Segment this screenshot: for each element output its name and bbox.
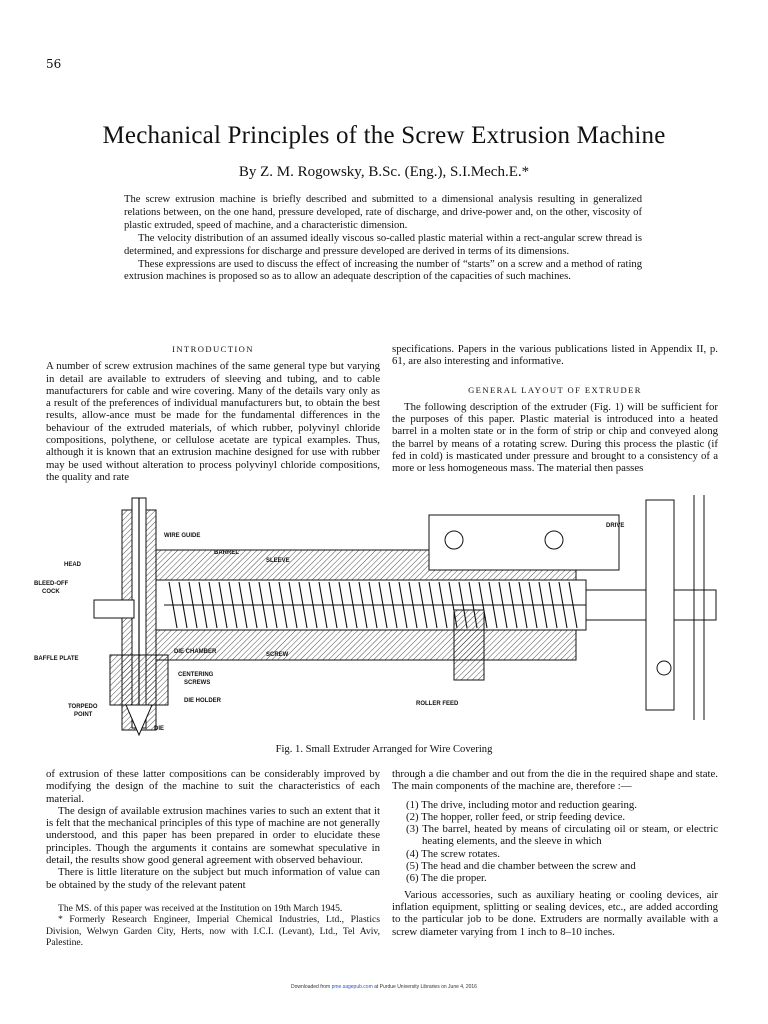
label-point: POINT bbox=[74, 712, 93, 718]
label-bleed-off: BLEED-OFF bbox=[34, 581, 69, 587]
roller-feed bbox=[454, 610, 484, 680]
components-list bbox=[392, 799, 718, 885]
section-heading-general-layout: GENERAL LAYOUT OF EXTRUDER bbox=[468, 384, 642, 395]
label-sleeve: SLEEVE bbox=[266, 558, 290, 564]
drive-gear bbox=[646, 500, 674, 710]
label-cock: COCK bbox=[42, 589, 60, 595]
body-paragraph: The following description of the extruder (Fig. 1) will be sufficient for the purposes of this paper. Plastic material is introduced into a heated barrel in a molten state or in the form of strip or chip and conveyed along the barrel by means of a rotating screw. During this process the plastic (if fed in cold) is masticated under pressure and brought to a consistency of a more or less homogeneous mass. The material then passes bbox=[392, 400, 718, 475]
list-item: (1) The drive, including motor and reduction gearing. bbox=[406, 798, 637, 811]
body-paragraph: specifications. Papers in the various publications listed in Appendix II, p. 61, are also interesting and informative. bbox=[392, 343, 718, 368]
body-paragraph: The design of available extrusion machines varies to such an extent that it is felt that the mechanical principles of this type of machine are not generally understood, and this paper has been prepared in order to elucidate these principles. Though the arguments it contains are somewhat speculative in detail, the results show good general agreement with observed behaviour. bbox=[46, 804, 380, 867]
column-left-top bbox=[46, 343, 380, 483]
body-paragraph: A number of screw extrusion machines of the same general type but varying in detail are available to extruders of sleeving and tubing, and to cable manufacturers for cable and wire covering. Many of the details vary only as a result of the preferences of individual manufacturers but, to obtain the best results, allow-ance must be made for the fundamental differences in the behaviour of the extruded materials, of which rubber, polyvinyl chloride compositions, polythene, or cellulose acetate are typical examples. Thus, although it is known that an extrusion machine designed for use with rubber may be used without alteration to process polyvinyl chloride compositions, the quality and rate bbox=[46, 360, 380, 483]
list-item: (4) The screw rotates. bbox=[406, 847, 500, 860]
author-byline: By Z. M. Rogowsky, B.Sc. (Eng.), S.I.Mech.E.* bbox=[238, 164, 530, 180]
label-baffle-plate: BAFFLE PLATE bbox=[34, 656, 79, 662]
section-heading-introduction: INTRODUCTION bbox=[172, 344, 254, 354]
label-screws: SCREWS bbox=[184, 680, 211, 686]
roller-left bbox=[445, 531, 463, 549]
footer-prefix: Downloaded from bbox=[291, 984, 332, 990]
label-die: DIE bbox=[154, 726, 165, 732]
label-barrel: BARREL bbox=[214, 550, 239, 556]
label-wire-guide: WIRE GUIDE bbox=[164, 533, 201, 539]
list-item: (3) The barrel, heated by means of circulating oil or steam, or electric heating elements, and the sleeve in which bbox=[406, 823, 718, 848]
list-item: (2) The hopper, roller feed, or strip feeding device. bbox=[406, 810, 626, 823]
abstract-paragraph: These expressions are used to discuss the effect of increasing the number of “starts” on a screw and a method of rating extrusion machines is proposed so as to allow an adequate description of the capacities of such machines. bbox=[124, 258, 642, 283]
paper-title: Mechanical Principles of the Screw Extrusion Machine bbox=[102, 122, 666, 149]
footnote-received: The MS. of this paper was received at the Institution on 19th March 1945. bbox=[58, 902, 343, 914]
footer-link[interactable]: pme.sagepub.com bbox=[331, 984, 373, 990]
abstract bbox=[124, 194, 642, 284]
body-paragraph: through a die chamber and out from the die in the required shape and state. The main components of the machine are, therefore :— bbox=[392, 768, 718, 793]
list-item: (5) The head and die chamber between the screw and bbox=[406, 860, 636, 873]
body-paragraph: of extrusion of these latter compositions can be considerably improved by modifying the design of the machine to suit the characteristics of each material. bbox=[46, 768, 380, 805]
page-number: 56 bbox=[46, 57, 62, 71]
body-paragraph: There is little literature on the subject but much information of value can be obtained by the study of the relevant patent bbox=[46, 866, 380, 891]
label-drive: DRIVE bbox=[606, 523, 625, 529]
die-holder bbox=[110, 655, 168, 705]
list-item: (6) The die proper. bbox=[406, 872, 487, 885]
column-right-bottom bbox=[392, 768, 718, 938]
label-centering: CENTERING bbox=[178, 672, 214, 678]
extruder-figure bbox=[34, 490, 734, 740]
label-die-chamber: DIE CHAMBER bbox=[174, 649, 217, 655]
roller-right bbox=[545, 531, 563, 549]
body-paragraph: Various accessories, such as auxiliary heating or cooling devices, air inflation equipment, splitting or sealing devices, etc., are added according to the particular job to be done. Extruders are normally available with a screw diameter varying from 1 inch to 8–10 inches. bbox=[392, 888, 718, 938]
download-footer bbox=[0, 984, 768, 990]
label-head: HEAD bbox=[64, 562, 82, 568]
label-screw: SCREW bbox=[266, 652, 289, 658]
figure-caption: Fig. 1. Small Extruder Arranged for Wire Covering bbox=[275, 744, 493, 755]
label-roller-feed: ROLLER FEED bbox=[416, 701, 459, 707]
bearing bbox=[657, 661, 671, 675]
label-die-holder: DIE HOLDER bbox=[184, 698, 222, 704]
bleed-off-cock bbox=[94, 600, 134, 618]
abstract-paragraph: The velocity distribution of an assumed ideally viscous so-called plastic material within a rect-angular screw thread is determined, and expressions for discharge and pressure developed are derived in terms of its dimensions. bbox=[124, 232, 642, 257]
abstract-paragraph: The screw extrusion machine is briefly described and submitted to a dimensional analysis resulting in generalized relations between, on the one hand, pressure developed, rate of discharge, and drive-power and, on the other, viscosity of plastic extruded, speed of machine, and a characteristic dimension. bbox=[124, 194, 642, 231]
column-left-bottom bbox=[46, 768, 380, 949]
label-torpedo: TORPEDO bbox=[68, 704, 98, 710]
footer-suffix: at Purdue University Libraries on June 4, 2016 bbox=[372, 984, 477, 990]
footnote-author: * Formerly Research Engineer, Imperial Chemical Industries, Ltd., Plastics Division, Welwyn Garden City, Herts, now with I.C.I. (Levant), Ltd., Tel Aviv, Palestine. bbox=[46, 914, 380, 949]
column-right-top bbox=[392, 343, 718, 475]
